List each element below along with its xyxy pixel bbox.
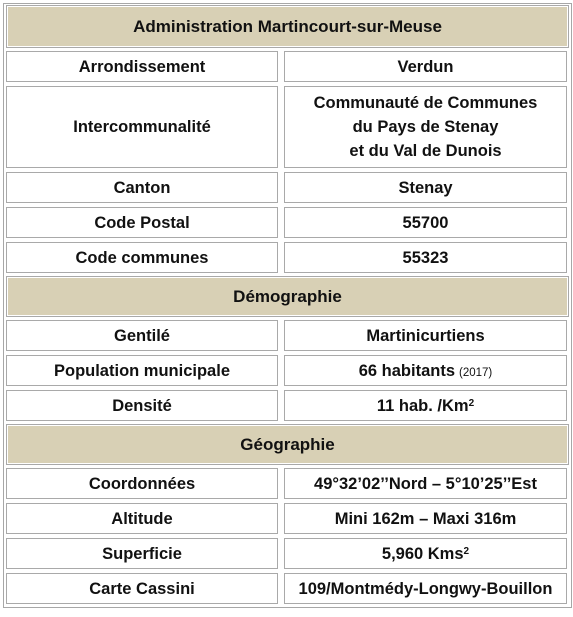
intercommunalite-label: Intercommunalité [6,86,278,168]
densite-number: 11 hab. /Km [376,396,469,415]
intercommunalite-line-3: et du Val de Dunois [349,142,502,160]
geographie-title: Géographie [240,434,335,454]
gentile-value: Martinicurtiens [284,320,567,351]
admin-title: Administration Martincourt-sur-Meuse [133,16,442,36]
arrondissement-label: Arrondissement [6,51,278,82]
population-year: (2017) [459,366,493,379]
demographie-header [7,277,568,316]
altitude-label: Altitude [6,503,278,534]
densite-exponent: 2 [468,397,475,409]
population-value [284,355,567,386]
table-row [4,501,571,536]
coordonnees-label: Coordonnées [6,468,278,499]
altitude-value: Mini 162m – Maxi 316m [284,503,567,534]
superficie-label: Superficie [6,538,278,569]
canton-label: Canton [6,172,278,203]
table-row [4,240,571,275]
table-row [4,205,571,240]
admin-header [7,6,568,47]
superficie-number: 5,960 Kms [381,544,464,563]
carte-cassini-value: 109/Montmédy-Longwy-Bouillon [284,573,567,604]
table-row [4,49,571,84]
table-row [4,571,571,607]
arrondissement-value: Verdun [284,51,567,82]
intercommunalite-line-2: du Pays de Stenay [352,118,499,136]
table-row [4,170,571,205]
intercommunalite-line-1: Communauté de Communes [313,94,538,112]
coordonnees-value: 49°32’02’’Nord – 5°10’25’’Est [284,468,567,499]
densite-label: Densité [6,390,278,421]
code-postal-value: 55700 [284,207,567,238]
demographie-title: Démographie [233,286,342,306]
carte-cassini-label: Carte Cassini [6,573,278,604]
table-row [4,84,571,170]
administration-table [3,3,572,608]
population-number: 66 habitants [358,361,456,380]
table-row [4,536,571,571]
table-row [4,353,571,388]
intercommunalite-value [284,86,567,168]
code-communes-label: Code communes [6,242,278,273]
superficie-exponent: 2 [463,545,470,557]
table-row [4,466,571,501]
code-communes-value: 55323 [284,242,567,273]
population-label: Population municipale [6,355,278,386]
geographie-header [7,425,568,464]
densite-value [284,390,567,421]
table-row [4,388,571,423]
gentile-label: Gentilé [6,320,278,351]
canton-value: Stenay [284,172,567,203]
table-row [4,318,571,353]
superficie-value [284,538,567,569]
code-postal-label: Code Postal [6,207,278,238]
